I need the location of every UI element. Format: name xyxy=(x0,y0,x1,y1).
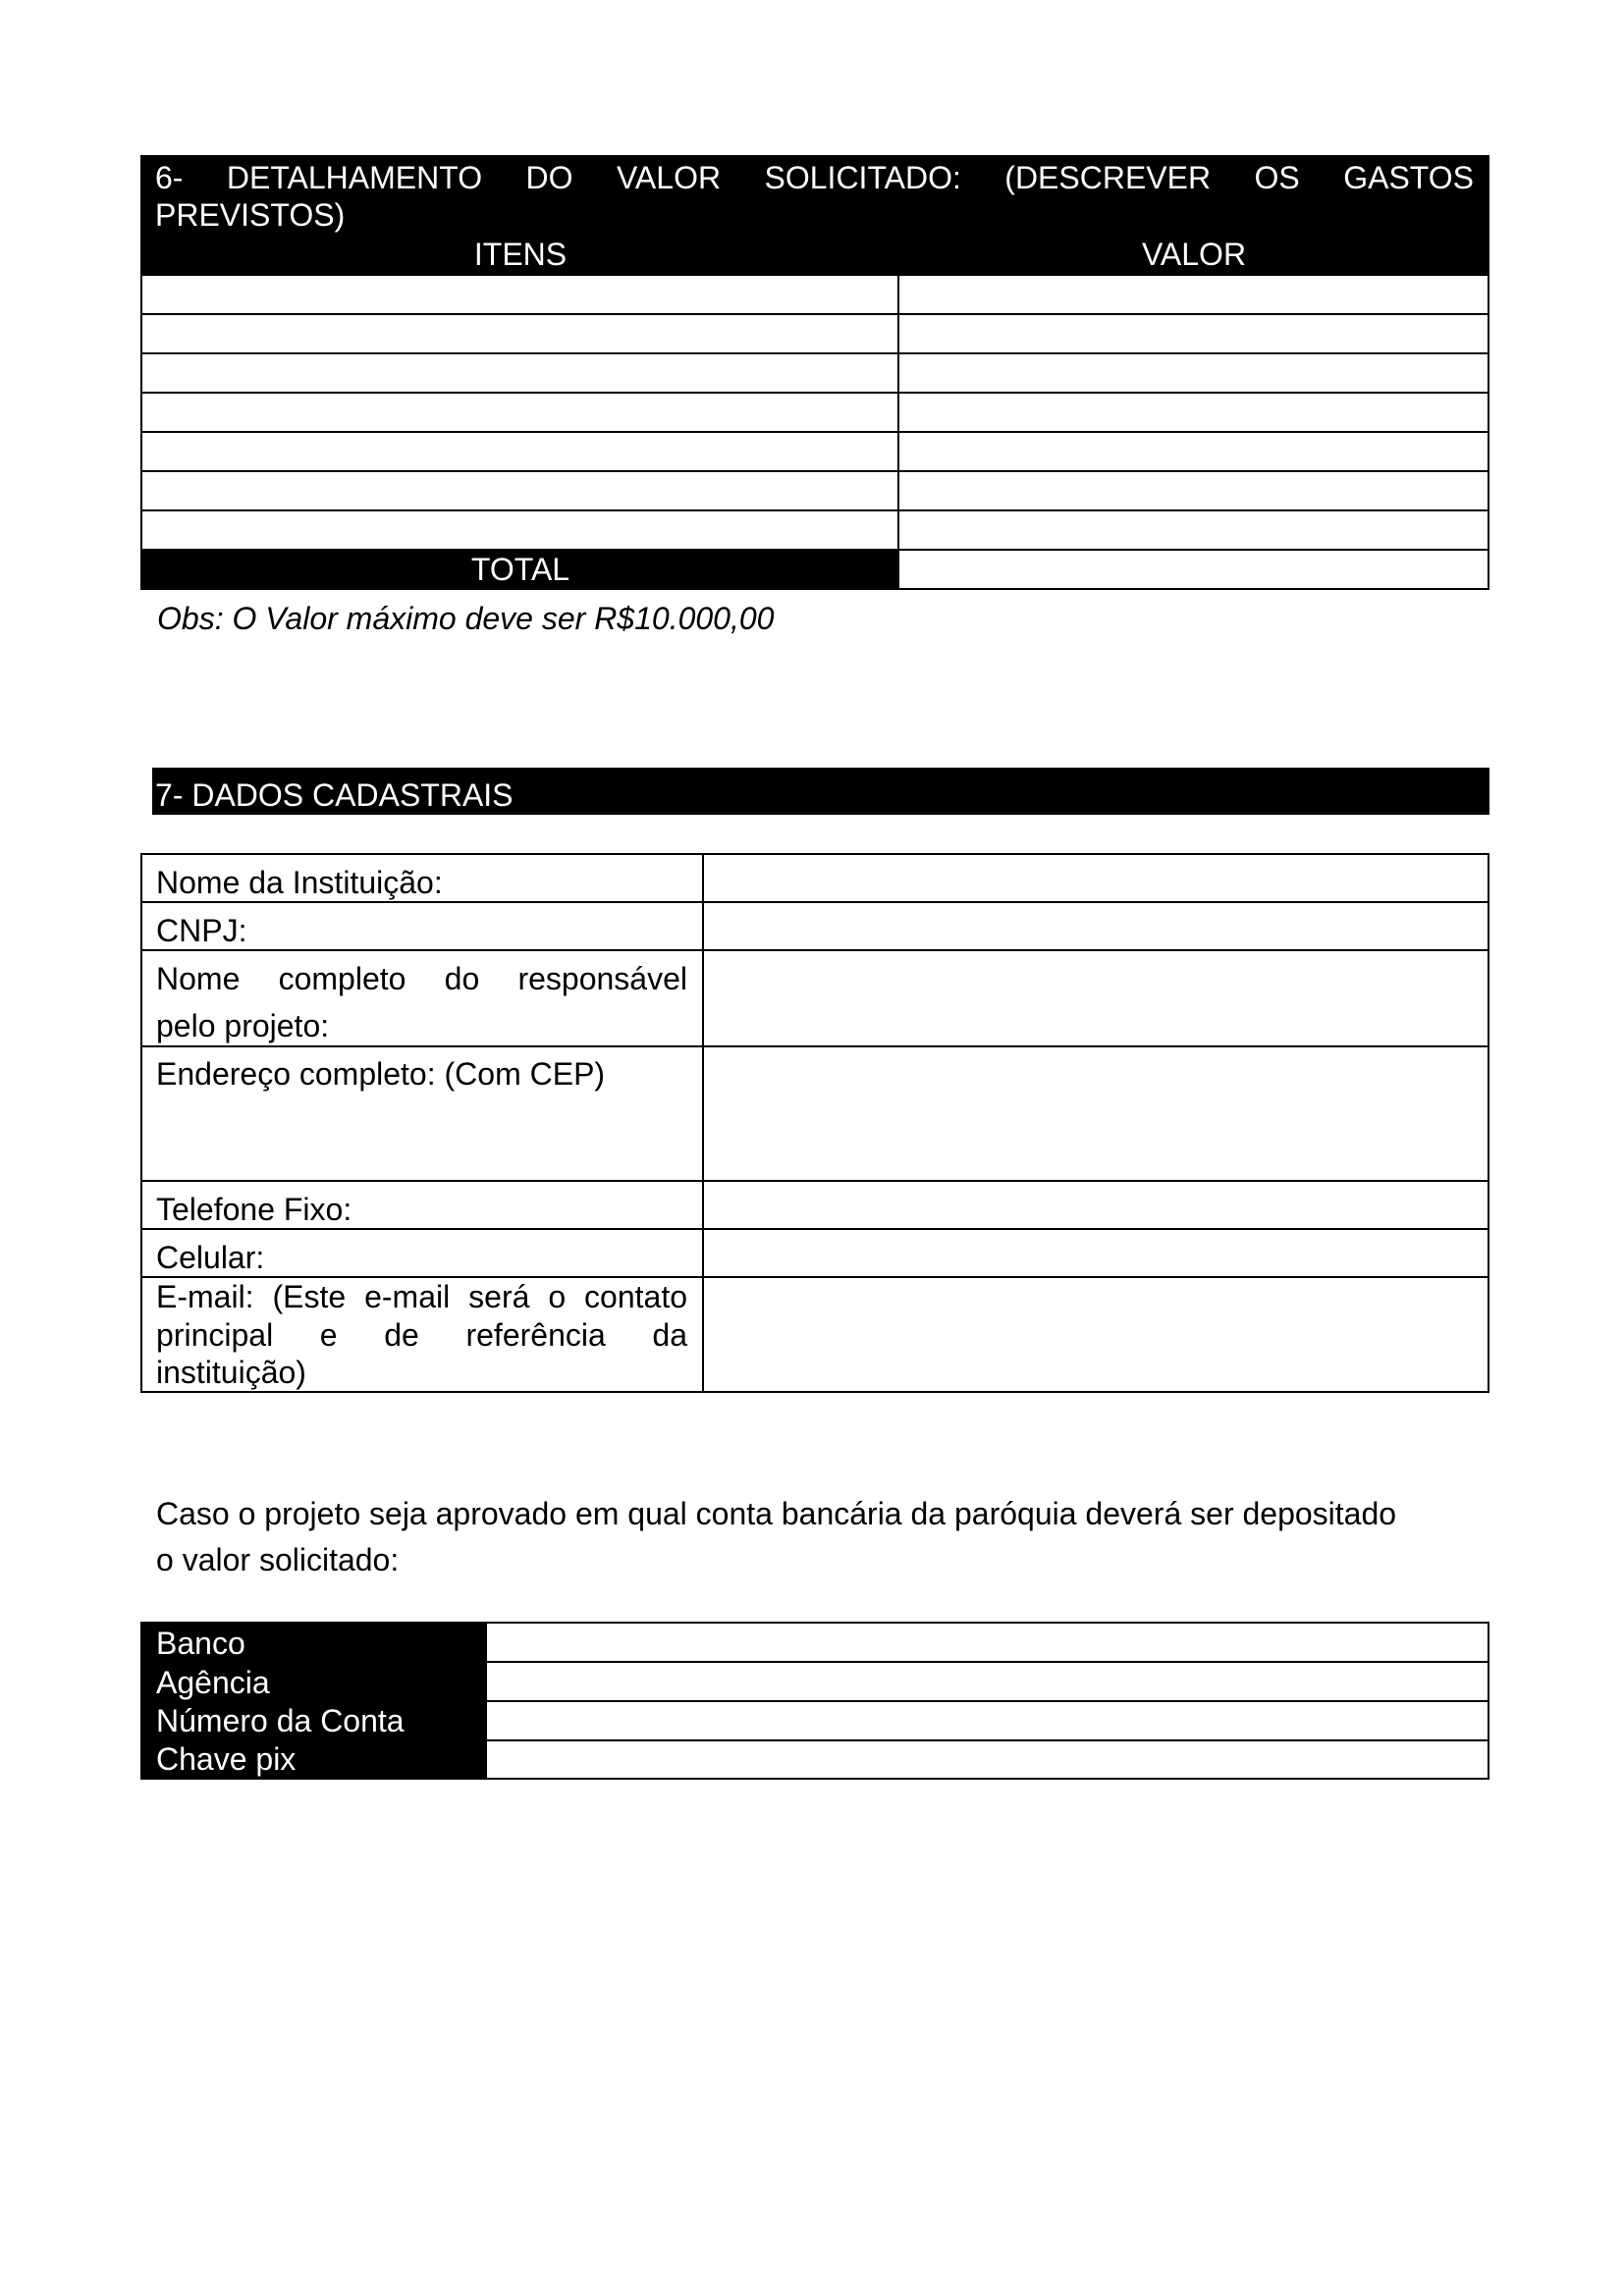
field-label-responsible-line1: Nome completo do responsável xyxy=(156,961,687,996)
row-divider xyxy=(487,1661,1489,1663)
row-divider xyxy=(140,274,1489,276)
row-divider xyxy=(487,1739,1489,1741)
table-top-border xyxy=(487,1622,1489,1624)
row-divider xyxy=(140,352,1489,354)
table-bottom-border xyxy=(140,1778,1489,1780)
column-header-value: VALOR xyxy=(1141,237,1247,272)
bank-label-bank: Banco xyxy=(156,1626,245,1661)
field-label-institution: Nome da Instituição: xyxy=(156,865,443,900)
row-divider xyxy=(487,1700,1489,1702)
max-value-note: Obs: O Valor máximo deve ser R$10.000,00 xyxy=(157,601,775,636)
table-right-border xyxy=(1488,1622,1489,1780)
row-divider xyxy=(140,392,1489,394)
field-label-phone: Telefone Fixo: xyxy=(156,1192,352,1227)
table-left-border xyxy=(140,274,142,590)
field-label-cnpj: CNPJ: xyxy=(156,913,247,948)
section6-title-line2: PREVISTOS) xyxy=(155,197,346,233)
row-divider xyxy=(140,1045,1489,1047)
table-right-border xyxy=(1488,853,1489,1393)
table-bottom-border xyxy=(140,1391,1489,1393)
table-top-border xyxy=(140,853,1489,855)
row-divider xyxy=(140,431,1489,433)
table-left-border xyxy=(140,853,142,1393)
row-divider xyxy=(140,509,1489,511)
section6-title-line1: 6- DETALHAMENTO DO VALOR SOLICITADO: (DESCREVER OS GASTOS xyxy=(155,160,1474,195)
bank-label-agency: Agência xyxy=(156,1665,270,1700)
field-label-responsible-line2: pelo projeto: xyxy=(156,1008,330,1043)
row-divider xyxy=(140,1228,1489,1230)
row-divider xyxy=(140,901,1489,903)
field-label-address: Endereço completo: (Com CEP) xyxy=(156,1056,606,1092)
column-divider xyxy=(897,236,899,590)
bank-intro-line1: Caso o projeto seja aprovado em qual conta bancária da paróquia deverá ser depositado xyxy=(156,1496,1397,1531)
field-label-email-line2: principal e de referência da xyxy=(156,1317,687,1353)
row-divider xyxy=(140,313,1489,315)
total-label: TOTAL xyxy=(470,552,570,587)
row-divider xyxy=(140,1180,1489,1182)
row-divider xyxy=(140,470,1489,472)
field-label-mobile: Celular: xyxy=(156,1240,265,1275)
bank-label-pix-key: Chave pix xyxy=(156,1741,297,1777)
field-label-email-line3: instituição) xyxy=(156,1355,306,1390)
column-header-items: ITENS xyxy=(473,237,568,272)
field-label-email-line1: E-mail: (Este e-mail será o contato xyxy=(156,1279,687,1314)
bank-label-account-number: Número da Conta xyxy=(156,1703,405,1738)
column-divider xyxy=(702,853,704,1393)
bank-intro-line2: o valor solicitado: xyxy=(156,1542,400,1577)
section7-title: 7- DADOS CADASTRAIS xyxy=(155,777,514,813)
row-divider xyxy=(140,949,1489,951)
table-right-border xyxy=(1488,274,1489,590)
